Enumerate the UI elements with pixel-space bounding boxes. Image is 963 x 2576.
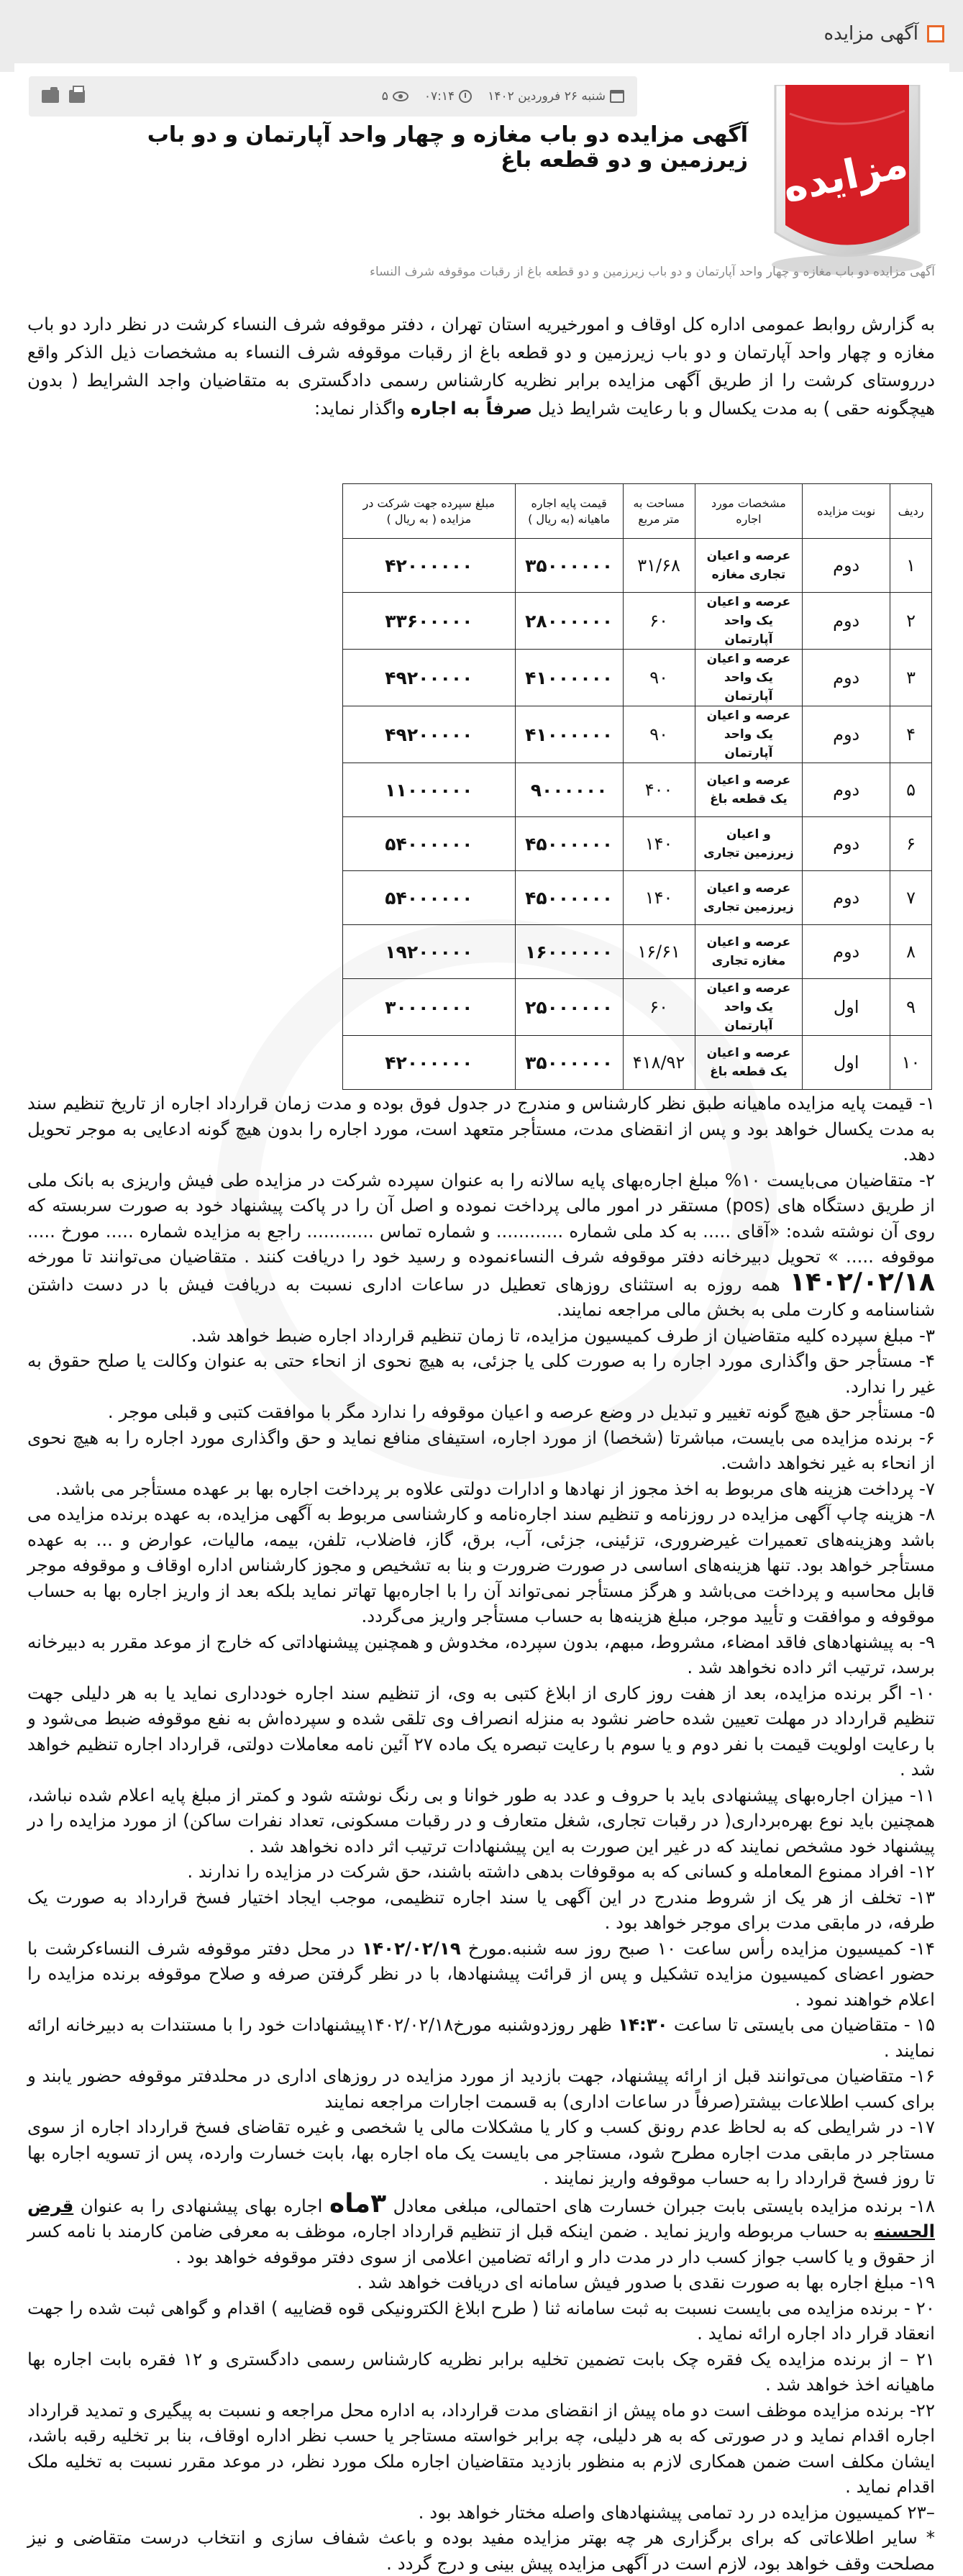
term-14 (27, 1936, 935, 2013)
date-meta (488, 89, 624, 104)
intro-paragraph (27, 310, 935, 422)
cell-round: دوم (803, 763, 890, 817)
term-18-loan: قرض الحسنه (27, 2195, 935, 2242)
cell-deposit: ۱۹۲۰۰۰۰۰ (343, 925, 516, 979)
cell-desc: عرصه و اعیان مغازه تجاری (695, 925, 803, 979)
header-desc: مشخصات مورد اجاره (695, 484, 803, 539)
term-10: ۱۰- اگر برنده مزایده، بعد از هفت روز کاری از ابلاغ کتبی به وی، از تنظیم سند اجاره خودداری نماید یا به هر دلیلی جهت تنظیم قرارداد در مهلت تعیین شده حاضر نشود به منزله انصراف وی تلقی شده و سپرده‌اش به نفع موقوفه ضبط می‌شود و با رعایت اولویت قیمت با نفر دوم و یا سوم با رعایت تبصره یک ماده ۲۷ آئین نامه معاملات دولتی، قرارداد اجاره تنظیم خواهد شد . (27, 1682, 936, 1780)
cell-row: ۹ (890, 979, 932, 1036)
cell-desc: عرصه و اعیان یک قطعه باغ (695, 1036, 803, 1090)
term-19: ۱۹- مبلغ اجاره بها به صورت نقدی با صدور فیش سامانه ای دریافت خواهد شد . (357, 2272, 935, 2293)
cell-rent: ۲۵۰۰۰۰۰۰ (515, 979, 623, 1036)
time-text: ۰۷:۱۴ (424, 89, 455, 104)
image-caption: آگهی مزایده دو باب مغازه و چهار واحد آپارتمان و دو باب زیرزمین و دو قطعه باغ از رقبات موقوفه شرف النساء (369, 265, 935, 279)
cell-round: دوم (803, 817, 890, 871)
cell-desc: و اعیان زیرزمین تجاری (695, 817, 803, 871)
table-row (343, 871, 932, 925)
term-1: ۱- قیمت پایه مزایده ماهیانه طبق نظر کارشناس و مندرج در جدول فوق بوده و مدت زمان قرارداد اجاره از تاریخ تنظیم سند به مدت یکسال خواهد بود و پس از انقضای مدت، مستأجر متعهد است، مورد اجاره را بدون هیچ گونه ادعایی به موجر تحویل دهد. (27, 1093, 935, 1165)
section-marker-icon (927, 25, 944, 42)
cell-round: دوم (803, 706, 890, 763)
folder-icon[interactable] (42, 90, 59, 103)
term-2-date: ۱۴۰۲/۰۲/۱۸ (789, 1267, 935, 1297)
term-21: ۲۱ – از برنده مزایده یک فقره چک بابت تضمین تخلیه برابر نظریه کارشناس رسمی دادگستری و ۱۲ فقره بابت اجاره بها ماهیانه اخذ خواهد شد . (27, 2348, 936, 2395)
term-18-mid: اجاره بهای پیشنهادی را به عنوان (80, 2195, 323, 2216)
views-count: ۵ (381, 89, 388, 104)
term-18 (27, 2188, 936, 2270)
section-title-text: آگهی مزایده (823, 23, 918, 45)
cell-area: ۶۰ (623, 593, 695, 650)
header-rent: قیمت پایه اجاره ماهیانه (به ریال ) (515, 484, 623, 539)
cell-desc: عرصه و اعیان یک واحد آپارتمان (695, 979, 803, 1036)
cell-rent: ۴۵۰۰۰۰۰۰ (515, 871, 623, 925)
term-15-time: ۱۴:۳۰ (618, 2014, 668, 2035)
cell-row: ۳ (890, 650, 932, 706)
cell-row: ۱ (890, 539, 932, 593)
cell-area: ۶۰ (623, 979, 695, 1036)
term-2 (27, 1168, 935, 1323)
cell-row: ۶ (890, 817, 932, 871)
term-6: ۶- برنده مزایده می بایست، مباشرتا (شخصا) از مورد اجاره، استیفای منافع نماید و حق واگذاری مورد اجاره را به هیچ نحوی از انحاء به غیر نخواهد داشت. (27, 1426, 935, 1473)
cell-area: ۱۶/۶۱ (623, 925, 695, 979)
print-icon[interactable] (69, 90, 85, 103)
table-row (343, 925, 932, 979)
term-12: ۱۲- افراد ممنوع المعامله و کسانی که به موقوفات بدهی داشته باشند، حق شرکت در مزایده را ندارند . (187, 1861, 935, 1882)
term-23: –۲۳ کمیسیون مزایده در رد تمامی پیشنهادهای واصله مختار خواهد بود . (418, 2501, 935, 2523)
term-18-text: ۱۸- برنده مزایده بایستی بابت جبران خسارت های احتمالی، مبلغی معادل (393, 2195, 936, 2216)
term-20: ۲۰ - برنده مزایده می بایست نسبت به ثبت سامانه ثنا ( طرح ابلاغ الکترونیکی قوه قضاییه ) اقدام و گواهی ثبت شده را جهت انعقاد قرار داد اجاره ارائه نماید . (27, 2297, 935, 2344)
cell-rent: ۳۵۰۰۰۰۰۰ (515, 1036, 623, 1090)
cell-area: ۹۰ (623, 706, 695, 763)
table-row (343, 539, 932, 593)
cell-round: دوم (803, 871, 890, 925)
term-18-end: به حساب مربوطه واریز نماید . ضمن اینکه قبل از تنظیم قرارداد اجاره، موظف به معرفی ضامن کارمند با نامه کسر از حقوق و یا کاسب جواز کسب دار در مدت دار و ارائه تضامین اعلامی از سوی دفتر موقوفه خواهد بود . (27, 2221, 935, 2267)
table-header-row (343, 484, 932, 539)
section-title (823, 23, 944, 45)
meta-actions (42, 90, 85, 103)
eye-icon (393, 91, 409, 101)
term-17: ۱۷- در شرایطی که به لحاظ عدم رونق کسب و کار یا مشکلات مالی یا شخصی و غیره تقاضای فسخ قرارداد اجاره از سوی مستاجر در مابقی مدت اجاره مطرح شود، مستاجر می بایست یک ماه اجاره بها، بابت خسارت وارده، پس از تسویه اجاره بها تا روز فسخ قرارداد را به حساب موقوفه واریز نمایند . (27, 2116, 935, 2188)
cell-area: ۴۰۰ (623, 763, 695, 817)
views-meta (382, 89, 409, 104)
cell-row: ۸ (890, 925, 932, 979)
intro-part1: به گزارش روابط عمومی اداره کل اوقاف و امورخیریه استان تهران ، دفتر موقوفه شرف النساء کرشت در نظر دارد دو باب مغازه و چهار واحد آپارتمان و دو باب زیرزمین و دو قطعه باغ از رقبات موقوفه شرف النساء به مشخصات ذیل الذکر واقع درروستای کرشت را از طریق آگهی مزایده برابر نظریه کارشناس رسمی دادگستری به متقاضیان واجد الشرایط ( بدون هیچگونه حقی ) به مدت یکسال و با رعایت شرایط ذیل (27, 314, 935, 419)
term-14-date: ۱۴۰۲/۰۲/۱۹ (362, 1937, 461, 1959)
cell-area: ۴۱۸/۹۲ (623, 1036, 695, 1090)
cell-deposit: ۳۳۶۰۰۰۰۰ (343, 593, 516, 650)
auction-badge (761, 85, 934, 279)
cell-desc: عرصه و اعیان زیرزمین تجاری (695, 871, 803, 925)
term-7: ۷- پرداخت هزینه های مربوط به اخذ مجوز از نهادها و ادارات دولتی علاوه بر پرداخت اجاره بها بر عهده مستأجر می باشد. (55, 1478, 935, 1499)
term-3: ۳- مبلغ سپرده کلیه متقاضیان از طرف کمیسیون مزایده، تا زمان تنظیم قرارداد اجاره ضبط خواهد شد. (191, 1324, 935, 1346)
term-9: ۹- به پیشنهادهای فاقد امضاء، مشروط، مبهم، بدون سپرده، مخدوش و همچنین پیشنهاداتی که خارج از موعد مقرر به دبیرخانه برسد، ترتیب اثر داده نخواهد شد . (27, 1631, 935, 1678)
cell-rent: ۱۶۰۰۰۰۰۰ (515, 925, 623, 979)
table-row (343, 763, 932, 817)
cell-area: ۱۴۰ (623, 817, 695, 871)
cell-deposit: ۳۰۰۰۰۰۰۰ (343, 979, 516, 1036)
date-text: شنبه ۲۶ فروردین ۱۴۰۲ (488, 89, 606, 104)
cell-desc: عرصه و اعیان یک قطعه باغ (695, 763, 803, 817)
cell-deposit: ۵۴۰۰۰۰۰۰ (343, 871, 516, 925)
section-header-bar (0, 0, 963, 72)
badge-text: مزایده (778, 140, 912, 212)
cell-desc: عرصه و اعیان یک واحد آپارتمان (695, 593, 803, 650)
table-row (343, 706, 932, 763)
table-row (343, 650, 932, 706)
cell-round: دوم (803, 539, 890, 593)
cell-rent: ۴۵۰۰۰۰۰۰ (515, 817, 623, 871)
cell-row: ۴ (890, 706, 932, 763)
cell-row: ۷ (890, 871, 932, 925)
term-4: ۴- مستأجر حق واگذاری مورد اجاره را به صورت کلی یا جزئی، به هیچ نحوی از انحاء حتی به عنوان وکالت یا صلح حقوق به غیر را ندارد. (27, 1350, 935, 1397)
cell-round: دوم (803, 593, 890, 650)
cell-deposit: ۵۴۰۰۰۰۰۰ (343, 817, 516, 871)
cell-round: دوم (803, 650, 890, 706)
clock-icon (459, 90, 472, 103)
term-11: ۱۱- میزان اجاره‌بهای پیشنهادی باید با حروف و عدد به طور خوانا و بی رنگ نوشته شود و کمتر از مبلغ پایه اعلام شده نباشد، همچنین باید نوع بهره‌برداری( در رقبات تجاری، شغل متعارف و در رقبات مسکونی، تعداد نفرات ساکن) از مورد مزایده را در پیشنهاد خود مشخص نمایند که در غیر این صورت به این پیشنهادات ترتیب اثر داده نخواهد شد . (27, 1784, 935, 1857)
terms-list (27, 1091, 935, 2576)
calendar-icon (610, 90, 624, 103)
intro-bold: صرفاً به اجاره (410, 398, 532, 419)
term-14-text: ۱۴- کمیسیون مزایده رأس ساعت ۱۰ صبح روز سه شنبه.مورخ (467, 1937, 935, 1959)
news-card (14, 63, 949, 2574)
cell-area: ۱۴۰ (623, 871, 695, 925)
term-15-text: ۱۵ - متقاضیان می بایستی تا ساعت (673, 2014, 935, 2035)
cell-rent: ۲۸۰۰۰۰۰۰ (515, 593, 623, 650)
cell-rent: ۳۵۰۰۰۰۰۰ (515, 539, 623, 593)
auction-table (342, 483, 932, 1090)
cell-deposit: ۴۹۲۰۰۰۰۰ (343, 650, 516, 706)
cell-deposit: ۴۹۲۰۰۰۰۰ (343, 706, 516, 763)
header-area: مساحت به متر مربع (623, 484, 695, 539)
cell-row: ۲ (890, 593, 932, 650)
cell-row: ۵ (890, 763, 932, 817)
term-2-end: همه روزه به استثنای روزهای تعطیل در ساعات اداری نسبت به دریافت فیش با در دست داشتن شناسنامه و کارت ملی به بخش مالی مراجعه نمایند. (27, 1273, 935, 1320)
table-row (343, 1036, 932, 1090)
cell-desc: عرصه و اعیان تجاری مغازه (695, 539, 803, 593)
cell-rent: ۴۱۰۰۰۰۰۰ (515, 650, 623, 706)
header-deposit: مبلغ سپرده جهت شرکت در مزایده ( به ریال ) (343, 484, 516, 539)
cell-round: اول (803, 1036, 890, 1090)
term-15-end: ظهر روزدوشنبه مورخ۱۴۰۲/۰۲/۱۸پیشنهادات خود را با مستندات به دبیرخانه ارائه نمایند . (27, 2014, 935, 2061)
term-15 (27, 2012, 935, 2063)
cell-round: اول (803, 979, 890, 1036)
term-22: ۲۲- برنده مزایده موظف است دو ماه پیش از انقضای مدت قرارداد، به اداره محل مراجعه و نسبت به پیگیری و تمدید قرارداد اجاره اقدام نماید و در صورتی که به هر دلیلی، چه برابر خواسته مستاجر یا حسب نظر اداره اوقاف، بنا بر تخلیه رقبه باشد، ایشان مکلف است ضمن همکاری لازم به منظور بازدید متقاضیان اجاره ملک مورد نظر، در موعد مقرر نسبت به تخلیه ملک اقدام نماید . (27, 2399, 935, 2497)
time-meta (424, 89, 472, 104)
cell-round: دوم (803, 925, 890, 979)
cell-rent: ۹۰۰۰۰۰۰ (515, 763, 623, 817)
term-16: ۱۶- متقاضیان می‌توانند قبل از ارائه پیشنهاد، جهت بازدید از مورد مزایده در روزهای اداری در محلدفتر موقوفه حضور یابند و برای کسب اطلاعات بیشتر(صرفاً در ساعات اداری) به قسمت اجارات مراجعه نمایند (27, 2065, 935, 2112)
article-headline: آگهی مزایده دو باب مغازه و چهار واحد آپارتمان و دو باب زیرزمین و دو قطعه باغ (147, 122, 748, 173)
cell-rent: ۴۱۰۰۰۰۰۰ (515, 706, 623, 763)
cell-deposit: ۴۲۰۰۰۰۰۰ (343, 1036, 516, 1090)
cell-row: ۱۰ (890, 1036, 932, 1090)
term-13: ۱۳- تخلف از هر یک از شروط مندرج در این آگهی یا سند اجاره تنظیمی، موجب ایجاد اختیار فسخ قرارداد به صورت یک طرفه، در مابقی مدت برای موجر خواهد بود . (27, 1886, 935, 1933)
table-row (343, 593, 932, 650)
term-5: ۵- مستأجر حق هیچ گونه تغییر و تبدیل در وضع عرصه و اعیان موقوفه را ندارد مگر با موافقت کتبی و قبلی موجر . (107, 1401, 935, 1422)
meta-bar (29, 76, 637, 117)
table-row (343, 817, 932, 871)
header-row-no: ردیف (890, 484, 932, 539)
term-24: * سایر اطلاعاتی که برای برگزاری هر چه بهتر مزایده مفید بوده و باعث شفاف سازی و انتخاب درست متقاضی و نیز مصلحت وقف خواهد بود، لازم است در آگهی مزایده پیش بینی و درج گردد . (27, 2527, 935, 2574)
cell-area: ۳۱/۶۸ (623, 539, 695, 593)
cell-desc: عرصه و اعیان یک واحد آپارتمان (695, 706, 803, 763)
cell-area: ۹۰ (623, 650, 695, 706)
cell-deposit: ۴۲۰۰۰۰۰۰ (343, 539, 516, 593)
term-2-text: ۲- متقاضیان می‌بایست ۱۰% مبلغ اجاره‌بهای پایه سالانه را به عنوان سپرده شرکت در مزایده طی فیش واریزی به بانک ملی از طریق دستگاه های (pos) مستقر در امور مالی پرداخت نموده و اصل آن را در پاکت پیشنهاد خود به صورت سربسته که روی آن نوشته شده: «آقای ..... به کد ملی شماره ............ و شماره تماس ............ راجع به مزایده شماره ..... مورخ ..... موقوفه ..... » تحویل دبیرخانه دفتر موقوفه شرف النساءنموده و رسید خود را دریافت کنند . متقاضیان می‌توانند تا مورخه (27, 1169, 935, 1267)
term-18-months: ۳ماه (329, 2188, 387, 2218)
term-8: ۸- هزینه چاپ آگهی مزایده در روزنامه و تنظیم سند اجاره‌نامه و کارشناسی مربوط به آگهی مزایده، به عهده برنده مزایده می باشد وهزینه‌های تعمیرات غیرضروری، تزئینی، جزئی، آب، برق، گاز، فاضلاب، تلفن، بیمه، مالیات، عوارض و ... به عهده مستأجر خواهد بود. تنها هزینه‌های اساسی در صورت ضرورت و بنا به تشخیص و مجوز کارشناس اداره اوقاف و موقوفه موجر قابل محاسبه و پرداخت می‌باشد و هرگز مستأجر نمی‌تواند آن را با اجاره‌بها تهاتر نماید بلکه بعد از واریز اجاره بها به حساب موقوفه و موافقت و تأیید موجر، مبلغ هزینه‌ها به حساب مستأجر واریز می‌گردد. (27, 1503, 935, 1626)
table-row (343, 979, 932, 1036)
cell-deposit: ۱۱۰۰۰۰۰۰ (343, 763, 516, 817)
table-body (343, 539, 932, 1090)
term-14-end: در محل دفتر موقوفه شرف النساءکرشت با حضور اعضای کمیسیون مزایده تشکیل و پس از قرائت پیشنهادها، با در نظر گرفتن صرفه و صلاح موقوفه برنده مزایده را اعلام خواهند نمود . (27, 1937, 935, 2010)
header-round: نوبت مزایده (803, 484, 890, 539)
cell-desc: عرصه و اعیان یک واحد آپارتمان (695, 650, 803, 706)
intro-part2: واگذار نماید: (314, 398, 406, 419)
